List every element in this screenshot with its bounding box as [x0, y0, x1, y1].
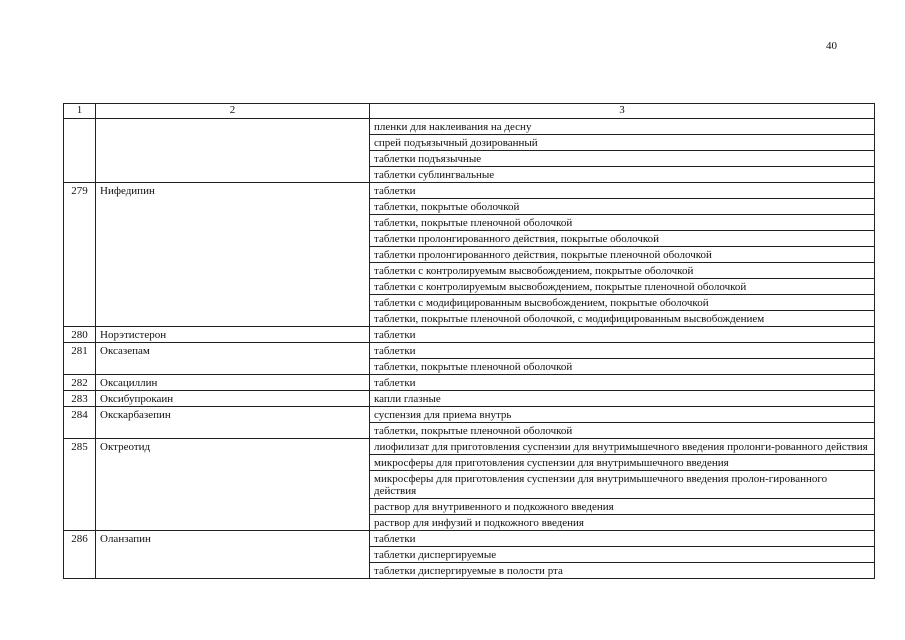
table-row [64, 375, 875, 391]
table-row [64, 531, 875, 547]
dosage-form: лиофилизат для приготовления суспензии для внутримышечного введения пролонги-рованного действия [370, 439, 875, 455]
medication-table [63, 103, 875, 579]
table-body [64, 119, 875, 579]
dosage-form: таблетки пролонгированного действия, покрытые оболочкой [370, 231, 875, 247]
row-number: 281 [64, 343, 96, 375]
dosage-form: спрей подъязычный дозированный [370, 135, 875, 151]
table-header-row [64, 104, 875, 119]
drug-name: Оксазепам [96, 343, 370, 375]
drug-name [96, 119, 370, 183]
drug-name: Оксациллин [96, 375, 370, 391]
dosage-form: таблетки [370, 375, 875, 391]
row-number: 279 [64, 183, 96, 327]
dosage-form: раствор для инфузий и подкожного введения [370, 515, 875, 531]
dosage-form: микросферы для приготовления суспензии для внутримышечного введения пролон-гированного действия [370, 471, 875, 499]
dosage-form: таблетки, покрытые пленочной оболочкой [370, 359, 875, 375]
dosage-form: микросферы для приготовления суспензии для внутримышечного введения [370, 455, 875, 471]
table-row [64, 119, 875, 135]
table-row [64, 183, 875, 199]
drug-name: Октреотид [96, 439, 370, 531]
drug-name: Норэтистерон [96, 327, 370, 343]
row-number: 280 [64, 327, 96, 343]
dosage-form: таблетки [370, 343, 875, 359]
dosage-form: раствор для внутривенного и подкожного введения [370, 499, 875, 515]
dosage-form: таблетки с контролируемым высвобождением, покрытые оболочкой [370, 263, 875, 279]
table-row [64, 343, 875, 359]
column-header-3: 3 [370, 104, 875, 119]
dosage-form: пленки для наклеивания на десну [370, 119, 875, 135]
table-row [64, 407, 875, 423]
dosage-form: таблетки, покрытые пленочной оболочкой [370, 423, 875, 439]
drug-name: Окскарбазепин [96, 407, 370, 439]
dosage-form: таблетки с модифицированным высвобождением, покрытые оболочкой [370, 295, 875, 311]
row-number: 284 [64, 407, 96, 439]
row-number: 286 [64, 531, 96, 579]
dosage-form: таблетки подъязычные [370, 151, 875, 167]
dosage-form: суспензия для приема внутрь [370, 407, 875, 423]
dosage-form: таблетки [370, 183, 875, 199]
row-number [64, 119, 96, 183]
drug-name: Оланзапин [96, 531, 370, 579]
column-header-1: 1 [64, 104, 96, 119]
table-row [64, 327, 875, 343]
dosage-form: таблетки пролонгированного действия, покрытые пленочной оболочкой [370, 247, 875, 263]
dosage-form: таблетки [370, 531, 875, 547]
drug-name: Оксибупрокаин [96, 391, 370, 407]
dosage-form: таблетки, покрытые пленочной оболочкой [370, 215, 875, 231]
dosage-form: таблетки диспергируемые [370, 547, 875, 563]
dosage-form: таблетки диспергируемые в полости рта [370, 563, 875, 579]
dosage-form: таблетки [370, 327, 875, 343]
table-row [64, 391, 875, 407]
dosage-form: капли глазные [370, 391, 875, 407]
row-number: 282 [64, 375, 96, 391]
table-row [64, 439, 875, 455]
row-number: 285 [64, 439, 96, 531]
dosage-form: таблетки с контролируемым высвобождением, покрытые пленочной оболочкой [370, 279, 875, 295]
row-number: 283 [64, 391, 96, 407]
column-header-2: 2 [96, 104, 370, 119]
page-number: 40 [826, 40, 837, 52]
dosage-form: таблетки, покрытые оболочкой [370, 199, 875, 215]
drug-name: Нифедипин [96, 183, 370, 327]
dosage-form: таблетки сублингвальные [370, 167, 875, 183]
dosage-form: таблетки, покрытые пленочной оболочкой, с модифицированным высвобождением [370, 311, 875, 327]
